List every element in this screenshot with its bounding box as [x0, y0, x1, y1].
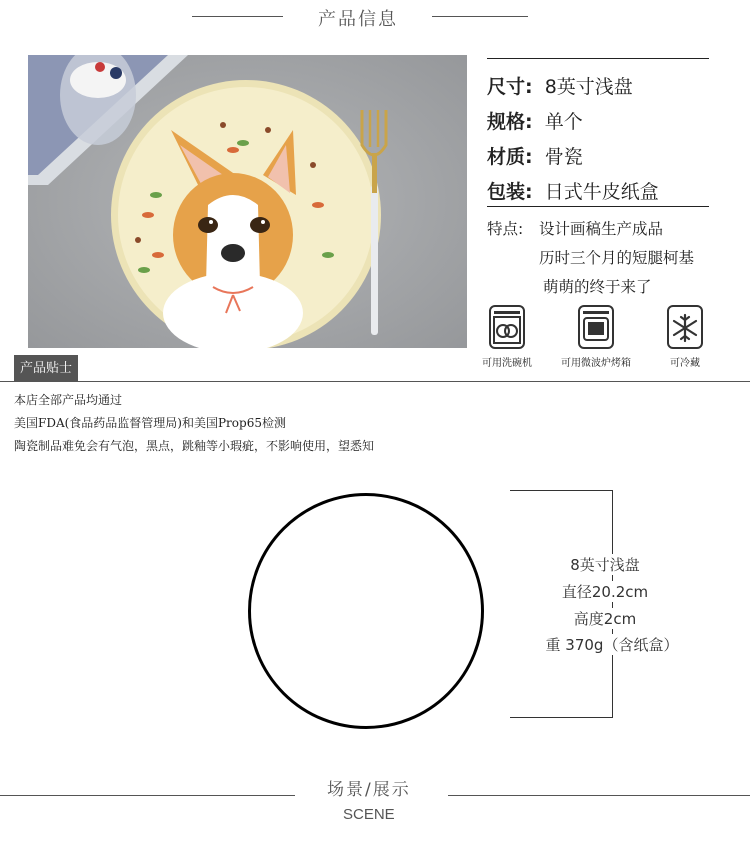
header-rule-right — [432, 16, 528, 17]
spec-type — [487, 107, 583, 134]
footer-subtitle: SCENE — [343, 806, 395, 823]
feature-line-1: 设计画稿生产成品 — [539, 220, 664, 238]
feature-line-2: 历时三个月的短腿柯基 — [539, 249, 695, 267]
features-label: 特点: — [487, 220, 524, 238]
spec-material-key: 材质: — [487, 146, 533, 168]
spec-size-value: 8英寸浅盘 — [544, 76, 633, 98]
specs-rule-bottom — [487, 206, 709, 207]
spec-size-key: 尺寸: — [487, 76, 533, 98]
product-photo — [28, 55, 467, 348]
spec-packaging-key: 包装: — [487, 181, 533, 203]
footer-rule-left — [0, 795, 295, 796]
spec-packaging-value: 日式牛皮纸盒 — [544, 181, 659, 203]
dimension-weight: 重 370g（含纸盒） — [527, 634, 697, 655]
footer-title: 场景/展示 — [327, 780, 411, 800]
header-rule-left — [192, 16, 283, 17]
spec-material — [487, 142, 583, 169]
dimension-height: 高度2cm — [535, 608, 675, 629]
footer-rule-right — [448, 795, 750, 796]
spec-size — [487, 72, 633, 99]
specs-rule-top — [487, 58, 709, 59]
notice-rule — [0, 381, 750, 382]
plate-outline — [248, 493, 484, 729]
dishwasher-icon — [489, 305, 525, 349]
feature-line-3: 萌萌的终于来了 — [543, 278, 652, 296]
dimension-bracket — [510, 490, 613, 718]
snowflake-label: 可冷藏 — [670, 358, 700, 369]
spec-material-value: 骨瓷 — [544, 146, 583, 168]
notice-line-3: 陶瓷制品难免会有气泡，黑点，跳釉等小瑕疵，不影响使用，望悉知 — [14, 439, 375, 453]
page-title: 产品信息 — [318, 9, 398, 30]
spec-type-key: 规格: — [487, 111, 533, 133]
spec-type-value: 单个 — [544, 111, 583, 133]
microwave-oven-label: 可用微波炉烤箱 — [561, 358, 631, 369]
dishwasher-label: 可用洗碗机 — [482, 358, 532, 369]
dimension-diameter: 直径20.2cm — [535, 581, 675, 602]
snowflake-icon — [667, 305, 703, 349]
spec-packaging — [487, 177, 659, 204]
notice-tag: 产品贴士 — [14, 355, 78, 382]
notice-line-1: 本店全部产品均通过 — [14, 393, 123, 407]
microwave-oven-icon — [578, 305, 614, 349]
notice-line-2: 美国FDA(食品药品监督管理局)和美国Prop65检测 — [14, 416, 286, 430]
dimension-name: 8英寸浅盘 — [535, 554, 675, 575]
